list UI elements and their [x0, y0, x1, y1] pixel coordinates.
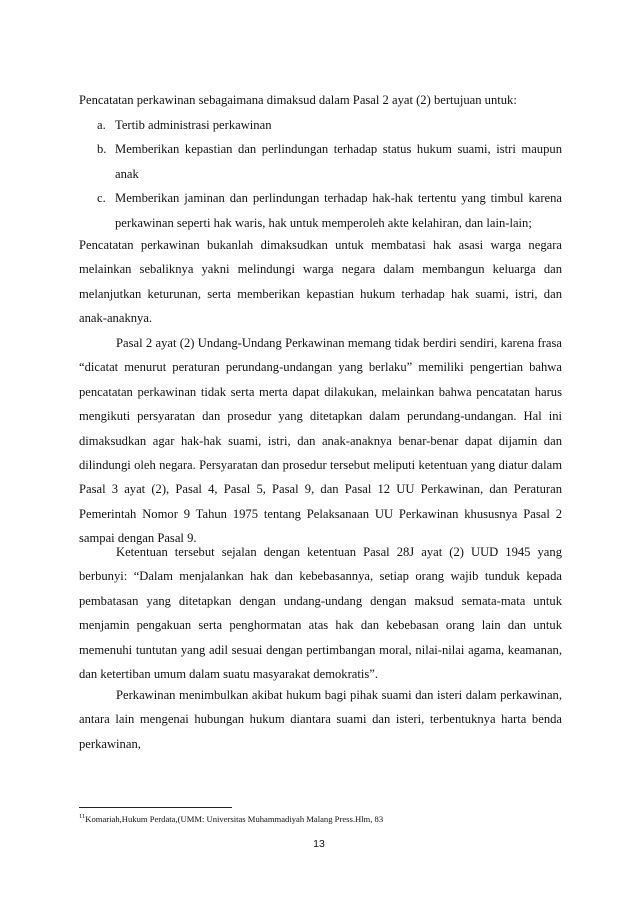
list-marker: b. — [97, 142, 107, 157]
list-item-text: Memberikan kepastian dan perlindungan terhadap status hukum suami, istri maupun anak — [115, 142, 562, 181]
purpose-list — [97, 113, 562, 235]
list-item — [97, 186, 562, 235]
footnote-text: Komariah,Hukum Perdata,(UMM: Universitas Muhammadiyah Malang Press.Hlm, 83 — [85, 814, 384, 824]
list-marker: c. — [97, 191, 106, 206]
list-item — [97, 137, 562, 186]
paragraph: Pasal 2 ayat (2) Undang-Undang Perkawinan memang tidak berdiri sendiri, karena frasa “dicatat menurut peraturan perundang-undangan yang berlaku” memiliki pengertian bahwa pencatatan perkawinan tidak serta merta dapat dilakukan, melainkan bahwa pencatatan harus mengikuti persyaratan dan prosedur yang ditetapkan dalam perundang-undangan. Hal ini dimaksudkan agar hak-hak suami, istri, dan anak-anaknya benar-benar dapat dijamin dan dilindungi oleh negara. Persyaratan dan prosedur tersebut meliputi ketentuan yang diatur dalam Pasal 3 ayat (2), Pasal 4, Pasal 5, Pasal 9, dan Pasal 12 UU Perkawinan, dan Peraturan Pemerintah Nomor 9 Tahun 1975 tentang Pelaksanaan UU Perkawinan khususnya Pasal 2 sampai dengan Pasal 9. — [79, 336, 562, 546]
intro-text: Pencatatan perkawinan sebagaimana dimaksud dalam Pasal 2 ayat (2) bertujuan untuk: — [79, 93, 517, 107]
footnote — [79, 813, 383, 825]
footnote-divider — [79, 807, 232, 808]
list-item-text: Memberikan jaminan dan perlindungan terhadap hak-hak tertentu yang timbul karena perkawinan seperti hak waris, hak untuk memperoleh akte kelahiran, dan lain-lain; — [115, 191, 562, 230]
list-item — [97, 113, 562, 137]
footnote-number: 11 — [79, 813, 86, 821]
paragraph: Pencatatan perkawinan bukanlah dimaksudkan untuk membatasi hak asasi warga negara melainkan sebaliknya yakni melindungi warga negara dalam membangun keluarga dan melanjutkan keturunan, serta memberikan kepastian hukum terhadap hak suami, istri, dan anak-anaknya. — [79, 238, 562, 326]
paragraph: Perkawinan menimbulkan akibat hukum bagi pihak suami dan isteri dalam perkawinan, antara lain mengenai hubungan hukum diantara suami dan isteri, terbentuknya harta benda perkawinan, — [79, 688, 562, 751]
page-number: 13 — [313, 838, 325, 850]
list-item-text: Tertib administrasi perkawinan — [115, 118, 272, 132]
list-marker: a. — [97, 118, 106, 132]
paragraph: Ketentuan tersebut sejalan dengan ketentuan Pasal 28J ayat (2) UUD 1945 yang berbunyi: “Dalam menjalankan hak dan kebebasannya, setiap orang wajib tunduk kepada pembatasan yang ditetapkan dengan undang-undang dengan maksud semata-mata untuk menjamin pengakuan serta penghormatan atas hak dan kebebasan orang lain dan untuk memenuhi tuntutan yang adil sesuai dengan pertimbangan moral, nilai-nilai agama, keamanan, dan ketertiban umum dalam suatu masyarakat demokratis”. — [79, 545, 562, 682]
